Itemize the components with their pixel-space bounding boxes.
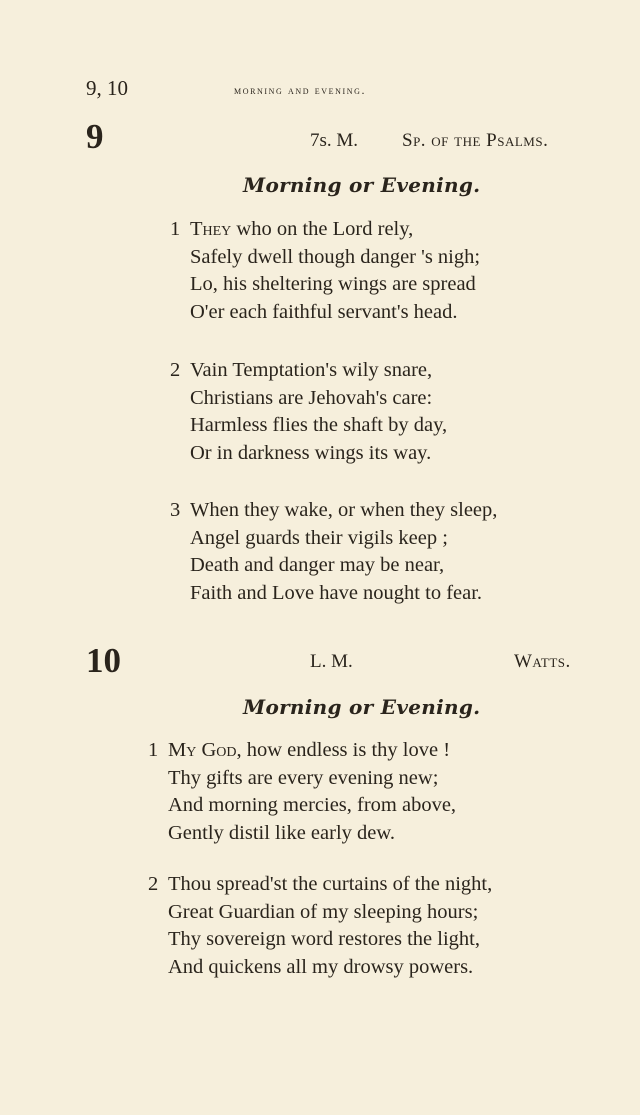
verse-line: And quickens all my drowsy powers. — [168, 955, 474, 978]
verse-line: 1 My God, how endless is thy love ! — [148, 737, 456, 765]
verse-line: Or in darkness wings its way. — [190, 441, 432, 464]
hymn-meter: 7s. M. — [310, 130, 359, 151]
running-title: morning and evening. — [234, 83, 367, 97]
verse-line: Thy gifts are every evening new; — [168, 766, 439, 789]
stanza-number: 2 — [148, 873, 159, 895]
verse-line: And morning mercies, from above, — [168, 794, 457, 816]
stanza-number: 2 — [170, 359, 181, 381]
verse-line: Great Guardian of my sleeping hours; — [168, 900, 479, 923]
stanza-number: 3 — [170, 499, 181, 521]
stanza — [170, 357, 447, 467]
verse-line: Gently distil like early dew. — [168, 821, 395, 844]
hymn-number: 9 — [86, 117, 104, 156]
verse-line: 1 They who on the Lord rely, — [170, 216, 480, 244]
hymn-subtitle: Morning or Evening. — [243, 695, 481, 719]
verse-line: Lo, his sheltering wings are spread — [190, 273, 476, 295]
verse-line: Angel guards their vigils keep ; — [190, 526, 448, 549]
hymn-source: Watts. — [514, 651, 571, 672]
stanza — [170, 216, 480, 326]
verse-line: 2 Vain Temptation's wily snare, — [170, 357, 447, 385]
hymn-subtitle: Morning or Evening. — [243, 173, 481, 197]
page-numbers: 9, 10 — [86, 76, 128, 100]
verse-line: O'er each faithful servant's head. — [190, 300, 458, 323]
verse-line: 3 When they wake, or when they sleep, — [170, 497, 497, 525]
hymn-source: Sp. of the Psalms. — [402, 130, 549, 151]
stanza-number: 1 — [148, 739, 159, 761]
stanza — [148, 871, 492, 981]
stanza-number: 1 — [170, 218, 181, 240]
verse-line: Christians are Jehovah's care: — [190, 386, 433, 409]
hymn-number: 10 — [86, 641, 121, 680]
verse-line: Death and danger may be near, — [190, 554, 445, 576]
verse-line: Thy sovereign word restores the light, — [168, 928, 480, 950]
hymn-meter: L. M. — [310, 651, 353, 672]
stanza — [170, 497, 497, 607]
verse-line: Safely dwell though danger 's nigh; — [190, 245, 481, 268]
verse-line: Faith and Love have nought to fear. — [190, 581, 483, 604]
verse-line: Harmless flies the shaft by day, — [190, 414, 448, 436]
verse-line: 2 Thou spread'st the curtains of the night, — [148, 871, 492, 899]
stanza — [148, 737, 456, 847]
